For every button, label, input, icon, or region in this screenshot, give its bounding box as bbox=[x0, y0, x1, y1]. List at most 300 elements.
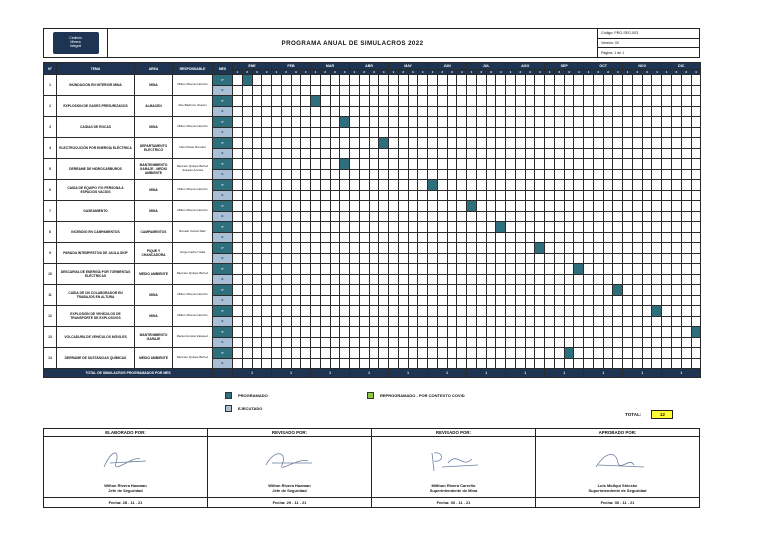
week-cell bbox=[272, 243, 282, 254]
week-cell bbox=[437, 96, 447, 107]
week-cell bbox=[603, 274, 613, 285]
week-cell bbox=[506, 148, 516, 159]
week-cell bbox=[418, 253, 428, 264]
week-number: 1 bbox=[389, 70, 399, 75]
week-cell bbox=[525, 274, 535, 285]
week-cell bbox=[613, 180, 623, 191]
week-cell bbox=[476, 201, 486, 212]
week-cell bbox=[379, 327, 389, 338]
week-number: 3 bbox=[525, 70, 535, 75]
week-cell bbox=[506, 348, 516, 359]
week-cell bbox=[437, 190, 447, 201]
month-total: 1 bbox=[428, 369, 467, 378]
week-cell bbox=[379, 222, 389, 233]
week-number: 1 bbox=[545, 70, 555, 75]
week-cell bbox=[408, 285, 418, 296]
week-cell bbox=[369, 159, 379, 170]
week-cell bbox=[672, 180, 682, 191]
document-version: Versión: 00 bbox=[598, 39, 699, 49]
week-cell bbox=[242, 274, 252, 285]
row-tema: INCENDIO EN CAMPAMENTOS bbox=[57, 222, 135, 243]
week-cell bbox=[369, 264, 379, 275]
week-cell bbox=[525, 169, 535, 180]
week-cell bbox=[281, 306, 291, 317]
total-row-label: TOTAL DE SIMULACROS PROGRAMADOS POR MES bbox=[44, 369, 213, 378]
week-cell bbox=[457, 211, 467, 222]
week-cell bbox=[623, 96, 633, 107]
week-cell bbox=[418, 316, 428, 327]
week-cell bbox=[408, 274, 418, 285]
week-cell bbox=[447, 243, 457, 254]
week-cell bbox=[252, 285, 262, 296]
week-cell bbox=[408, 306, 418, 317]
handwritten-signature bbox=[208, 437, 371, 483]
week-cell bbox=[467, 253, 477, 264]
week-cell bbox=[311, 274, 321, 285]
schedule-table bbox=[43, 62, 701, 378]
week-cell bbox=[281, 211, 291, 222]
week-cell bbox=[574, 327, 584, 338]
status-programado: P bbox=[213, 138, 233, 149]
week-cell bbox=[389, 96, 399, 107]
week-cell bbox=[613, 337, 623, 348]
week-cell bbox=[398, 138, 408, 149]
week-cell bbox=[408, 295, 418, 306]
scheduled-week-cell bbox=[467, 201, 477, 212]
week-cell bbox=[545, 127, 555, 138]
week-cell bbox=[457, 274, 467, 285]
week-cell bbox=[447, 201, 457, 212]
week-cell bbox=[506, 316, 516, 327]
week-cell bbox=[467, 127, 477, 138]
signature-column bbox=[44, 429, 208, 507]
scheduled-week-cell bbox=[574, 264, 584, 275]
week-cell bbox=[369, 274, 379, 285]
week-cell bbox=[525, 106, 535, 117]
week-cell bbox=[350, 337, 360, 348]
week-cell bbox=[691, 348, 701, 359]
week-cell bbox=[437, 180, 447, 191]
week-cell bbox=[389, 253, 399, 264]
week-cell bbox=[272, 306, 282, 317]
row-tema: CAIDAS DE ROCAS bbox=[57, 117, 135, 138]
legend-programado bbox=[225, 392, 268, 399]
week-cell bbox=[554, 232, 564, 243]
week-cell bbox=[398, 243, 408, 254]
week-cell bbox=[262, 348, 272, 359]
week-cell bbox=[428, 358, 438, 369]
schedule-table-wrapper bbox=[43, 62, 700, 378]
week-cell bbox=[515, 306, 525, 317]
week-cell bbox=[496, 295, 506, 306]
week-cell bbox=[301, 232, 311, 243]
week-cell bbox=[564, 243, 574, 254]
week-cell bbox=[379, 285, 389, 296]
week-cell bbox=[447, 117, 457, 128]
week-number: 1 bbox=[467, 70, 477, 75]
week-cell bbox=[672, 201, 682, 212]
week-cell bbox=[506, 337, 516, 348]
week-cell bbox=[467, 348, 477, 359]
week-cell bbox=[457, 358, 467, 369]
scheduled-week-cell bbox=[379, 138, 389, 149]
week-cell bbox=[291, 106, 301, 117]
week-cell bbox=[262, 222, 272, 233]
week-cell bbox=[291, 348, 301, 359]
week-cell bbox=[476, 295, 486, 306]
week-cell bbox=[593, 253, 603, 264]
row-number: 2 bbox=[44, 96, 57, 117]
week-cell bbox=[564, 190, 574, 201]
week-cell bbox=[398, 348, 408, 359]
week-cell bbox=[564, 159, 574, 170]
week-cell bbox=[467, 232, 477, 243]
week-cell bbox=[252, 159, 262, 170]
week-cell bbox=[642, 358, 652, 369]
week-cell bbox=[272, 285, 282, 296]
week-cell bbox=[389, 295, 399, 306]
week-cell bbox=[691, 264, 701, 275]
week-cell bbox=[233, 96, 243, 107]
week-cell bbox=[418, 348, 428, 359]
week-cell bbox=[476, 264, 486, 275]
week-cell bbox=[457, 243, 467, 254]
week-cell bbox=[623, 117, 633, 128]
status-ejecutado: E bbox=[213, 127, 233, 138]
week-cell bbox=[554, 127, 564, 138]
month-header: ENE bbox=[233, 63, 272, 70]
week-cell bbox=[437, 159, 447, 170]
week-cell bbox=[398, 327, 408, 338]
week-cell bbox=[554, 253, 564, 264]
week-cell bbox=[681, 337, 691, 348]
week-cell bbox=[545, 180, 555, 191]
week-cell bbox=[554, 169, 564, 180]
week-cell bbox=[593, 85, 603, 96]
week-cell bbox=[672, 106, 682, 117]
week-cell bbox=[535, 201, 545, 212]
week-cell bbox=[623, 106, 633, 117]
signature-stroke-icon bbox=[94, 445, 158, 475]
week-cell bbox=[408, 180, 418, 191]
week-cell bbox=[535, 96, 545, 107]
week-cell bbox=[632, 211, 642, 222]
week-cell bbox=[564, 295, 574, 306]
week-cell bbox=[476, 232, 486, 243]
week-cell bbox=[281, 253, 291, 264]
status-programado: P bbox=[213, 180, 233, 191]
week-cell bbox=[428, 138, 438, 149]
week-cell bbox=[350, 348, 360, 359]
week-cell bbox=[545, 85, 555, 96]
week-cell bbox=[496, 117, 506, 128]
week-cell bbox=[398, 264, 408, 275]
scheduled-week-cell bbox=[652, 306, 662, 317]
week-cell bbox=[408, 159, 418, 170]
scheduled-week-cell bbox=[535, 243, 545, 254]
week-cell bbox=[242, 327, 252, 338]
week-cell bbox=[486, 127, 496, 138]
week-cell bbox=[554, 190, 564, 201]
week-cell bbox=[662, 211, 672, 222]
week-cell bbox=[457, 180, 467, 191]
week-cell bbox=[545, 211, 555, 222]
status-ejecutado: E bbox=[213, 106, 233, 117]
week-cell bbox=[662, 358, 672, 369]
week-cell bbox=[603, 253, 613, 264]
week-cell bbox=[242, 201, 252, 212]
week-cell bbox=[437, 327, 447, 338]
legend-ejecutado-swatch bbox=[225, 405, 232, 412]
week-cell bbox=[389, 127, 399, 138]
signature-date: Fecha: 29 . 11 . 21 bbox=[208, 497, 371, 507]
week-cell bbox=[398, 274, 408, 285]
week-cell bbox=[515, 190, 525, 201]
week-cell bbox=[525, 306, 535, 317]
week-cell bbox=[457, 106, 467, 117]
week-cell bbox=[632, 306, 642, 317]
week-cell bbox=[418, 117, 428, 128]
week-cell bbox=[603, 222, 613, 233]
week-cell bbox=[398, 306, 408, 317]
week-cell bbox=[262, 274, 272, 285]
week-cell bbox=[291, 222, 301, 233]
week-cell bbox=[359, 253, 369, 264]
week-cell bbox=[613, 232, 623, 243]
week-cell bbox=[642, 159, 652, 170]
week-cell bbox=[584, 85, 594, 96]
week-cell bbox=[476, 127, 486, 138]
week-cell bbox=[340, 106, 350, 117]
week-cell bbox=[262, 232, 272, 243]
week-cell bbox=[652, 190, 662, 201]
week-cell bbox=[398, 180, 408, 191]
week-cell bbox=[632, 138, 642, 149]
week-cell bbox=[437, 106, 447, 117]
week-cell bbox=[662, 75, 672, 86]
week-cell bbox=[506, 211, 516, 222]
week-cell bbox=[369, 348, 379, 359]
week-cell bbox=[233, 285, 243, 296]
week-cell bbox=[506, 201, 516, 212]
week-cell bbox=[662, 222, 672, 233]
week-cell bbox=[476, 138, 486, 149]
week-number: 4 bbox=[691, 70, 701, 75]
week-cell bbox=[545, 348, 555, 359]
week-cell bbox=[662, 201, 672, 212]
week-cell bbox=[408, 327, 418, 338]
week-cell bbox=[496, 96, 506, 107]
week-cell bbox=[564, 316, 574, 327]
week-cell bbox=[340, 180, 350, 191]
week-cell bbox=[584, 169, 594, 180]
week-cell bbox=[515, 337, 525, 348]
week-cell bbox=[233, 306, 243, 317]
week-cell bbox=[554, 138, 564, 149]
week-cell bbox=[574, 337, 584, 348]
week-cell bbox=[428, 96, 438, 107]
week-cell bbox=[672, 169, 682, 180]
week-cell bbox=[447, 85, 457, 96]
week-cell bbox=[496, 180, 506, 191]
week-cell bbox=[359, 232, 369, 243]
row-area: MEDIO AMBIENTE bbox=[135, 348, 173, 369]
week-cell bbox=[262, 96, 272, 107]
week-cell bbox=[691, 285, 701, 296]
week-cell bbox=[545, 264, 555, 275]
week-cell bbox=[447, 159, 457, 170]
week-cell bbox=[525, 117, 535, 128]
week-cell bbox=[613, 316, 623, 327]
week-cell bbox=[320, 348, 330, 359]
week-cell bbox=[632, 96, 642, 107]
week-cell bbox=[301, 348, 311, 359]
scheduled-week-cell bbox=[340, 117, 350, 128]
week-cell bbox=[603, 148, 613, 159]
week-cell bbox=[496, 264, 506, 275]
week-cell bbox=[369, 337, 379, 348]
row-responsable: Nain Rivas Romani bbox=[173, 138, 213, 159]
week-cell bbox=[311, 295, 321, 306]
row-number: 14 bbox=[44, 348, 57, 369]
week-cell bbox=[301, 295, 311, 306]
week-cell bbox=[272, 148, 282, 159]
week-cell bbox=[545, 327, 555, 338]
week-number: 2 bbox=[320, 70, 330, 75]
week-cell bbox=[359, 106, 369, 117]
week-cell bbox=[545, 201, 555, 212]
week-cell bbox=[486, 211, 496, 222]
week-cell bbox=[545, 295, 555, 306]
scheduled-week-cell bbox=[428, 180, 438, 191]
week-cell bbox=[574, 211, 584, 222]
week-cell bbox=[535, 285, 545, 296]
week-cell bbox=[515, 316, 525, 327]
week-cell bbox=[262, 127, 272, 138]
week-cell bbox=[359, 306, 369, 317]
week-cell bbox=[564, 253, 574, 264]
week-cell bbox=[379, 295, 389, 306]
week-cell bbox=[554, 295, 564, 306]
week-cell bbox=[242, 243, 252, 254]
week-cell bbox=[272, 295, 282, 306]
week-cell bbox=[545, 285, 555, 296]
week-cell bbox=[613, 264, 623, 275]
week-cell bbox=[506, 327, 516, 338]
week-cell bbox=[369, 75, 379, 86]
week-cell bbox=[642, 75, 652, 86]
week-cell bbox=[525, 295, 535, 306]
week-cell bbox=[262, 148, 272, 159]
week-cell bbox=[574, 306, 584, 317]
week-cell bbox=[574, 148, 584, 159]
week-cell bbox=[379, 201, 389, 212]
row-number: 11 bbox=[44, 285, 57, 306]
week-cell bbox=[613, 138, 623, 149]
week-cell bbox=[662, 285, 672, 296]
week-cell bbox=[418, 274, 428, 285]
company-logo bbox=[53, 32, 99, 54]
week-cell bbox=[418, 211, 428, 222]
week-cell bbox=[545, 138, 555, 149]
row-responsable: Mercelo Quispe Buhoz bbox=[173, 348, 213, 369]
row-responsable: Milton Rivera Carreño bbox=[173, 75, 213, 96]
week-cell bbox=[623, 306, 633, 317]
week-cell bbox=[515, 243, 525, 254]
week-cell bbox=[652, 264, 662, 275]
status-ejecutado: E bbox=[213, 148, 233, 159]
week-cell bbox=[642, 316, 652, 327]
week-cell bbox=[252, 243, 262, 254]
row-responsable: Mercelo Quispe Buhoz Joaquin Acosta bbox=[173, 159, 213, 180]
week-cell bbox=[535, 117, 545, 128]
week-cell bbox=[691, 159, 701, 170]
week-cell bbox=[369, 306, 379, 317]
week-cell bbox=[662, 169, 672, 180]
week-cell bbox=[467, 96, 477, 107]
week-cell bbox=[632, 75, 642, 86]
week-cell bbox=[418, 327, 428, 338]
week-cell bbox=[320, 159, 330, 170]
week-cell bbox=[554, 117, 564, 128]
signature-heading: ELABORADO POR: bbox=[44, 429, 207, 437]
scheduled-week-cell bbox=[311, 96, 321, 107]
week-cell bbox=[652, 274, 662, 285]
week-cell bbox=[311, 169, 321, 180]
week-cell bbox=[467, 264, 477, 275]
week-cell bbox=[613, 127, 623, 138]
week-cell bbox=[691, 201, 701, 212]
row-responsable: Daniel Acosta Vasquez bbox=[173, 327, 213, 348]
week-cell bbox=[623, 190, 633, 201]
week-cell bbox=[535, 159, 545, 170]
week-cell bbox=[564, 75, 574, 86]
week-cell bbox=[681, 253, 691, 264]
week-cell bbox=[272, 316, 282, 327]
week-cell bbox=[662, 348, 672, 359]
week-cell bbox=[389, 106, 399, 117]
week-cell bbox=[350, 75, 360, 86]
document-page: Página: 1 de 1 bbox=[601, 50, 625, 55]
week-cell bbox=[515, 75, 525, 86]
week-cell bbox=[233, 211, 243, 222]
week-cell bbox=[642, 190, 652, 201]
week-cell bbox=[252, 180, 262, 191]
week-cell bbox=[652, 337, 662, 348]
week-cell bbox=[584, 75, 594, 86]
table-row bbox=[44, 180, 701, 191]
week-cell bbox=[662, 253, 672, 264]
week-cell bbox=[242, 358, 252, 369]
week-cell bbox=[623, 127, 633, 138]
week-cell bbox=[593, 358, 603, 369]
week-cell bbox=[476, 274, 486, 285]
week-cell bbox=[545, 117, 555, 128]
week-cell bbox=[681, 127, 691, 138]
week-cell bbox=[535, 358, 545, 369]
week-number: 1 bbox=[233, 70, 243, 75]
week-cell bbox=[330, 148, 340, 159]
week-cell bbox=[320, 148, 330, 159]
week-cell bbox=[428, 232, 438, 243]
week-number: 1 bbox=[506, 70, 516, 75]
week-cell bbox=[418, 201, 428, 212]
week-cell bbox=[252, 327, 262, 338]
week-cell bbox=[350, 327, 360, 338]
week-number: 4 bbox=[340, 70, 350, 75]
week-cell bbox=[662, 306, 672, 317]
week-cell bbox=[340, 148, 350, 159]
